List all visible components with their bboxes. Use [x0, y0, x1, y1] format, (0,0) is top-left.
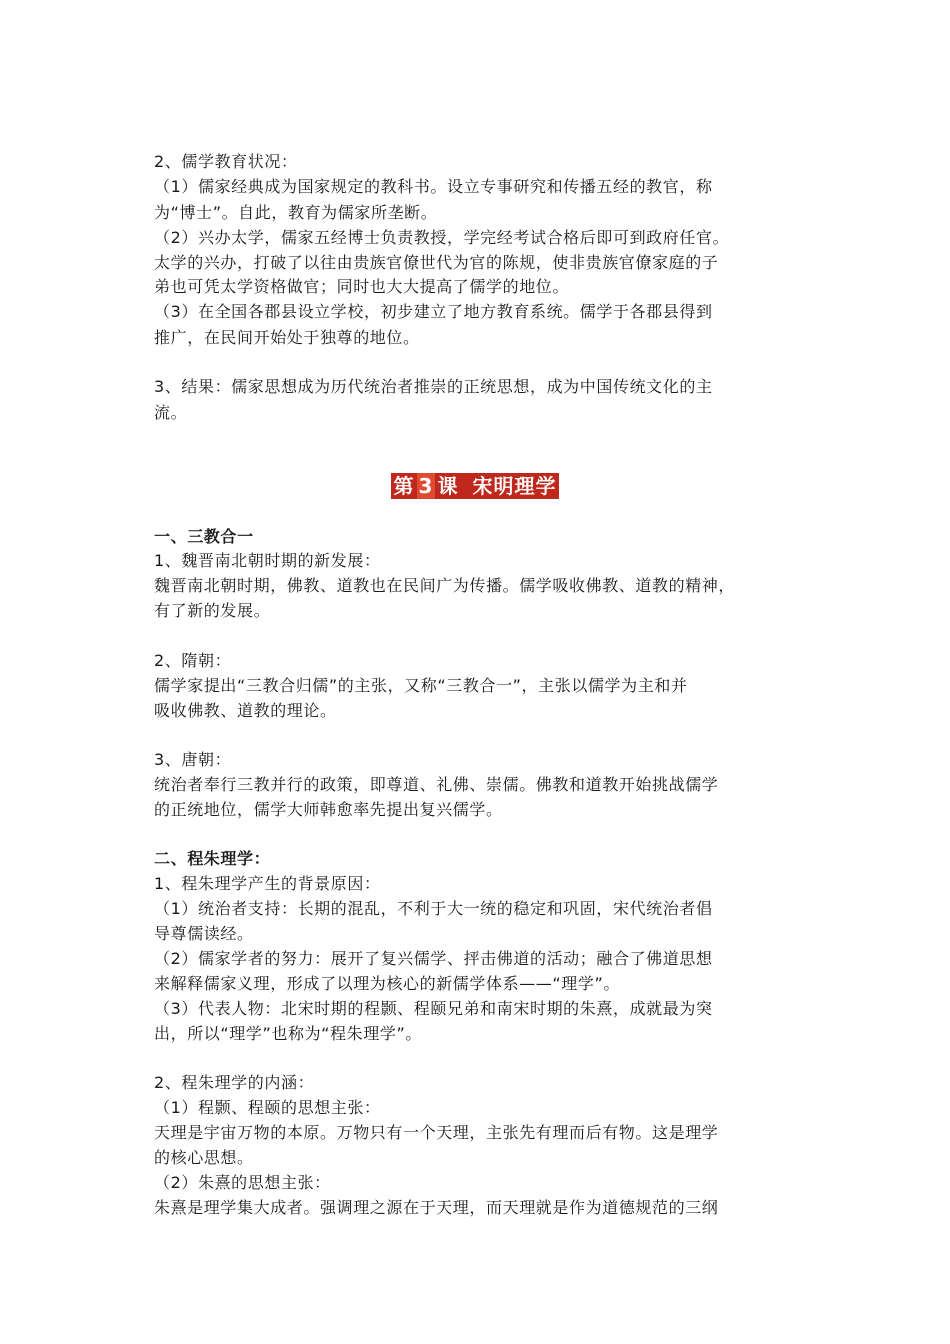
- part-2-subsection-1-item-3-line-1: （3）代表人物：北宋时期的程颢、程颐兄弟和南宋时期的朱熹，成就最为突: [154, 999, 713, 1018]
- section-2-paragraph-1-line-1: （1）儒家经典成为国家规定的教科书。设立专事研究和传播五经的教官，称: [154, 177, 713, 196]
- part-2-subsection-1-item-2-line-1: （2）儒家学者的努力：展开了复兴儒学、抨击佛道的活动；融合了佛道思想: [154, 949, 713, 968]
- part-1-subsection-2-line-2: 吸收佛教、道教的理论。: [154, 701, 337, 720]
- lesson-title-name: 宋明理学: [472, 474, 557, 498]
- lesson-title-prefix: 第: [393, 474, 415, 498]
- part-2-subsection-1-heading: 1、程朱理学产生的背景原因：: [154, 874, 381, 893]
- part-1-heading: 一、三教合一: [154, 527, 254, 546]
- section-2-paragraph-3-line-1: （3）在全国各郡县设立学校，初步建立了地方教育系统。儒学于各郡县得到: [154, 302, 713, 321]
- part-2-subsection-2-heading: 2、程朱理学的内涵：: [154, 1073, 315, 1092]
- part-2-subsection-1-item-2-line-2: 来解释儒家义理，形成了以理为核心的新儒学体系——“理学”。: [154, 974, 620, 993]
- part-2-subsection-2-item-2-heading: （2）朱熹的思想主张：: [154, 1173, 331, 1192]
- part-1-subsection-1-line-1: 魏晋南北朝时期，佛教、道教也在民间广为传播。儒学吸收佛教、道教的精神，: [154, 576, 736, 595]
- section-2-paragraph-3-line-2: 推广，在民间开始处于独尊的地位。: [154, 328, 420, 347]
- part-2-subsection-2-item-1-line-1: 天理是宇宙万物的本原。万物只有一个天理，主张先有理而后有物。这是理学: [154, 1123, 719, 1142]
- section-2-heading: 2、儒学教育状况：: [154, 152, 298, 171]
- part-1-subsection-2-heading: 2、隋朝：: [154, 651, 232, 670]
- part-1-subsection-3-line-2: 的正统地位，儒学大师韩愈率先提出复兴儒学。: [154, 800, 503, 819]
- section-3-line-1: 3、结果：儒家思想成为历代统治者推崇的正统思想，成为中国传统文化的主: [154, 377, 713, 396]
- part-1-subsection-3-heading: 3、唐朝：: [154, 750, 232, 769]
- part-2-subsection-2-item-1-heading: （1）程颢、程颐的思想主张：: [154, 1098, 381, 1117]
- lesson-title-suffix: 课: [437, 474, 459, 498]
- part-1-subsection-3-line-1: 统治者奉行三教并行的政策，即尊道、礼佛、崇儒。佛教和道教开始挑战儒学: [154, 775, 719, 794]
- part-2-subsection-1-item-1-line-2: 导尊儒读经。: [154, 924, 254, 943]
- part-2-subsection-1-item-3-line-2: 出，所以“理学”也称为“程朱理学”。: [154, 1024, 422, 1043]
- section-2-paragraph-2-line-2: 太学的兴办，打破了以往由贵族官僚世代为官的陈规，使非贵族官僚家庭的子: [154, 253, 719, 272]
- section-3-line-2: 流。: [154, 403, 188, 422]
- part-1-subsection-1-heading: 1、魏晋南北朝时期的新发展：: [154, 551, 381, 570]
- part-1-subsection-1-line-2: 有了新的发展。: [154, 601, 271, 620]
- part-2-heading: 二、程朱理学：: [154, 849, 271, 868]
- section-2-paragraph-2-line-1: （2）兴办太学，儒家五经博士负责教授，学完经考试合格后即可到政府任官。: [154, 228, 730, 247]
- part-2-subsection-2-item-1-line-2: 的核心思想。: [154, 1148, 254, 1167]
- part-2-subsection-1-item-1-line-1: （1）统治者支持：长期的混乱，不利于大一统的稳定和巩固，宋代统治者倡: [154, 899, 713, 918]
- lesson-title-row: [0, 473, 950, 499]
- part-2-subsection-2-item-2-line-1: 朱熹是理学集大成者。强调理之源在于天理，而天理就是作为道德规范的三纲: [154, 1198, 719, 1217]
- lesson-title-number: 3: [418, 474, 434, 498]
- section-2-paragraph-2-line-3: 弟也可凭太学资格做官；同时也大大提高了儒学的地位。: [154, 277, 570, 296]
- lesson-title: [391, 473, 560, 499]
- part-1-subsection-2-line-1: 儒学家提出“三教合归儒”的主张，又称“三教合一”，主张以儒学为主和并: [154, 676, 688, 695]
- section-2-paragraph-1-line-2: 为“博士”。自此，教育为儒家所垄断。: [154, 203, 438, 222]
